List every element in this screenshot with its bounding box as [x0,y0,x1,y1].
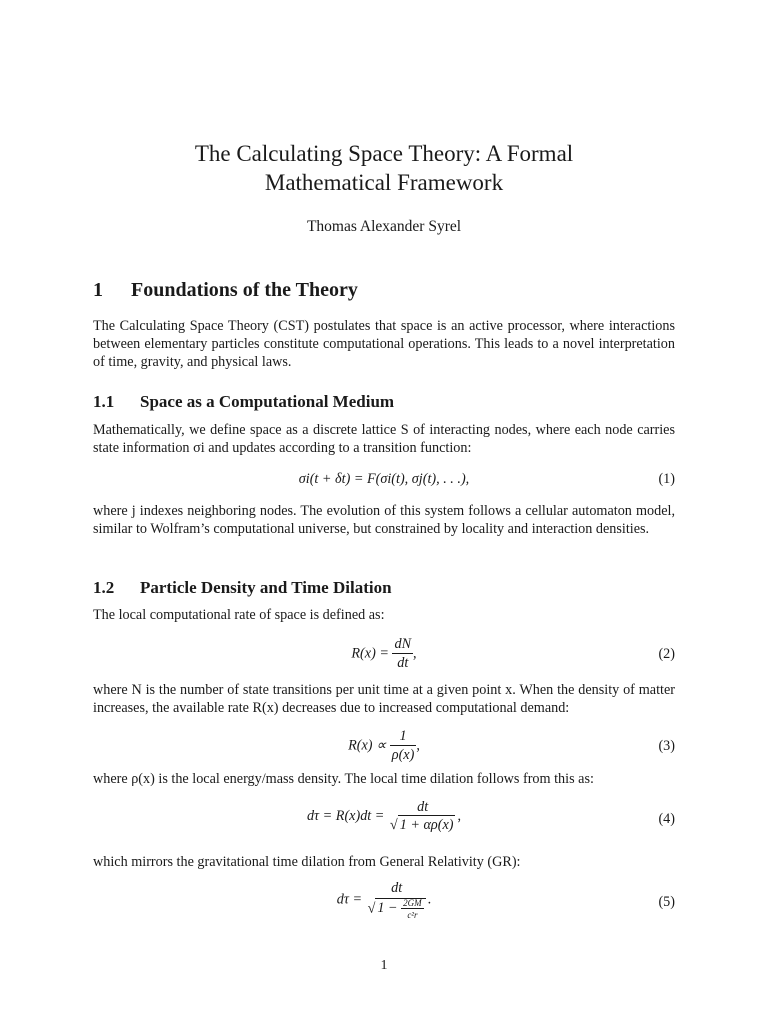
equation-4 [93,797,675,843]
equation-5 [93,880,675,930]
subsection-number: 1.1 [93,392,115,411]
equation-2-tail: , [413,645,417,662]
equation-4-denominator: 1 + αρ(x) [399,817,454,833]
equation-1-body: σi(t + δt) = F(σi(t), σj(t), . . .), [298,471,470,487]
equation-1-tag: (1) [658,471,675,487]
equation-5-den-prefix: 1 − [377,900,398,917]
page-number: 1 [380,958,388,973]
equation-5-radicand [375,898,425,920]
paragraph-density: where ρ(x) is the local energy/mass density. The local time dilation follows from this as: [93,771,594,787]
equation-4-fraction [388,799,458,834]
equation-5-inner-numerator: 2GM [403,898,422,908]
section-heading-1 [93,279,358,302]
equation-4-numerator: dt [417,799,429,815]
sqrt-symbol-icon: √ 1 + αρ(x) [389,817,454,833]
paragraph-rate-def: The local computational rate of space is defined as: [93,607,385,623]
equation-5-tail: . [427,891,432,908]
equation-2-tag: (2) [658,646,675,662]
title-line-1: The Calculating Space Theory: A Formal [194,141,574,166]
equation-4-tag: (4) [658,811,675,827]
title-line-2: Mathematical Framework [264,170,504,195]
equation-4-tail: , [457,807,462,824]
paragraph-evolution: where j indexes neighboring nodes. The evolution of this system follows a cellular automaton model, similar to Wolfram’s computational universe, but constrained by locality and interaction densities. [93,503,675,538]
section-title: Foundations of the Theory [131,279,358,301]
equation-3-tag: (3) [658,738,675,754]
subsection-title: Space as a Computational Medium [140,392,395,411]
equation-5-lhs: dτ = [336,891,363,908]
equation-4-denominator-wrap [388,816,458,834]
paper-title [94,139,674,197]
sqrt-symbol-icon: √ 1 − $\frac{2GM}{\text{c²r}}$ [368,898,426,920]
paragraph-transitions: where N is the number of state transitions per unit time at a given point x. When the density of matter increases, the available rate R(x) decreases due to increased computational demand: [93,682,675,717]
paragraph-lattice: Mathematically, we define space as a discrete lattice S of interacting nodes, where each node carries state information σi and updates according to a transition function: [93,422,675,457]
author-name: Thomas Alexander Syrel [306,218,462,235]
equation-5-denominator-wrap [366,897,428,920]
equation-3-tail: , [416,737,420,754]
equation-3-lhs: R(x) ∝ [348,737,387,754]
equation-5-tag: (5) [658,894,675,910]
equation-3-fraction [390,728,417,764]
subsection-heading-1-2 [93,578,392,598]
equation-2-fraction [392,636,413,672]
subsection-title: Particle Density and Time Dilation [140,578,392,597]
paragraph-intro: The Calculating Space Theory (CST) postulates that space is an active processor, where interactions between elementary particles constitute computational operations. This leads to a novel interpretation of time, gravity, and physical laws. [93,318,675,371]
equation-3 [93,726,675,768]
equation-3-numerator: 1 [399,728,407,744]
paragraph-gr: which mirrors the gravitational time dilation from General Relativity (GR): [93,854,521,870]
equation-2-denominator: dt [392,653,413,672]
equation-2 [93,634,675,678]
equation-5-fraction [366,880,428,920]
equation-5-inner-fraction [401,898,424,920]
equation-2-lhs: R(x) = [351,645,389,662]
equation-1 [93,471,675,491]
equation-4-lhs: dτ = R(x)dt = [306,807,385,824]
subsection-heading-1-1 [93,392,394,412]
equation-2-numerator: dN [394,636,412,652]
subsection-number: 1.2 [93,578,115,597]
equation-5-inner-denominator: c²r [401,908,424,920]
equation-3-denominator: ρ(x) [391,747,415,763]
equation-5-numerator: dt [391,880,403,896]
section-number: 1 [93,279,103,301]
